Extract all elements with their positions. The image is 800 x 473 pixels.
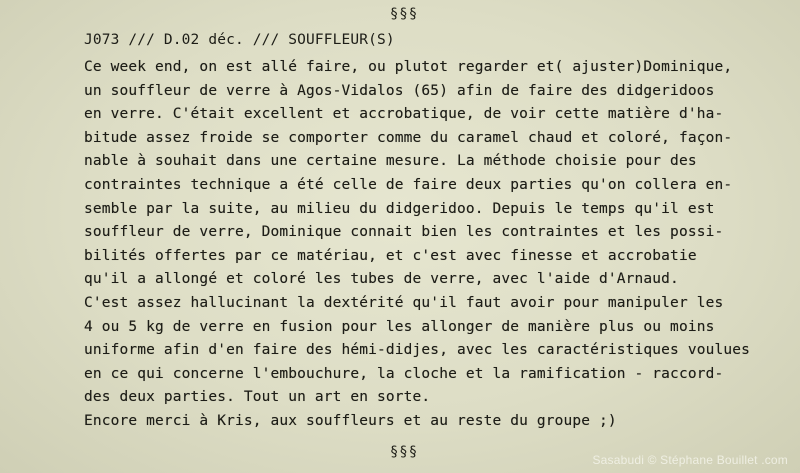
text-line: bilités offertes par ce matériau, et c'est avec finesse et accrobatie [84, 247, 697, 264]
text-line: C'est assez hallucinant la dextérité qu'il faut avoir pour manipuler les [84, 294, 724, 311]
separator-top: §§§ [389, 6, 419, 22]
text-line: souffleur de verre, Dominique connait bien les contraintes et les possi- [84, 224, 724, 241]
text-line: uniforme afin d'en faire des hémi-didjes, avec les caractéristiques voulues [84, 342, 750, 359]
text-line: Encore merci à Kris, aux souffleurs et au reste du groupe ;) [84, 412, 617, 429]
entry-body [84, 56, 794, 434]
text-line: contraintes technique a été celle de faire deux parties qu'on collera en- [84, 176, 733, 193]
text-line: Ce week end, on est allé faire, ou plutot regarder et( ajuster)Dominique, [84, 59, 733, 75]
text-line: en verre. C'était excellent et accrobatique, de voir cette matière d'ha- [84, 106, 724, 123]
separator-bottom: §§§ [389, 444, 419, 460]
text-line: en ce qui concerne l'embouchure, la cloche et la ramification - raccord- [84, 365, 724, 382]
text-line: qu'il a allongé et coloré les tubes de verre, avec l'aide d'Arnaud. [84, 271, 679, 288]
text-line: un souffleur de verre à Agos-Vidalos (65) afin de faire des didgeridoos [84, 82, 715, 99]
text-line: semble par la suite, au milieu du didgeridoo. Depuis le temps qu'il est [84, 200, 715, 217]
text-line: nable à souhait dans une certaine mesure. La méthode choisie pour des [84, 153, 697, 170]
watermark-credit: Sasabudi © Stéphane Bouillet .com [592, 453, 788, 467]
text-line: 4 ou 5 kg de verre en fusion pour les allonger de manière plus ou moins [84, 318, 715, 335]
text-line: bitude assez froide se comporter comme du caramel chaud et coloré, façon- [84, 129, 733, 146]
entry-header: J073 /// D.02 déc. /// SOUFFLEUR(S) [84, 32, 395, 48]
text-line: des deux parties. Tout un art en sorte. [84, 389, 431, 406]
